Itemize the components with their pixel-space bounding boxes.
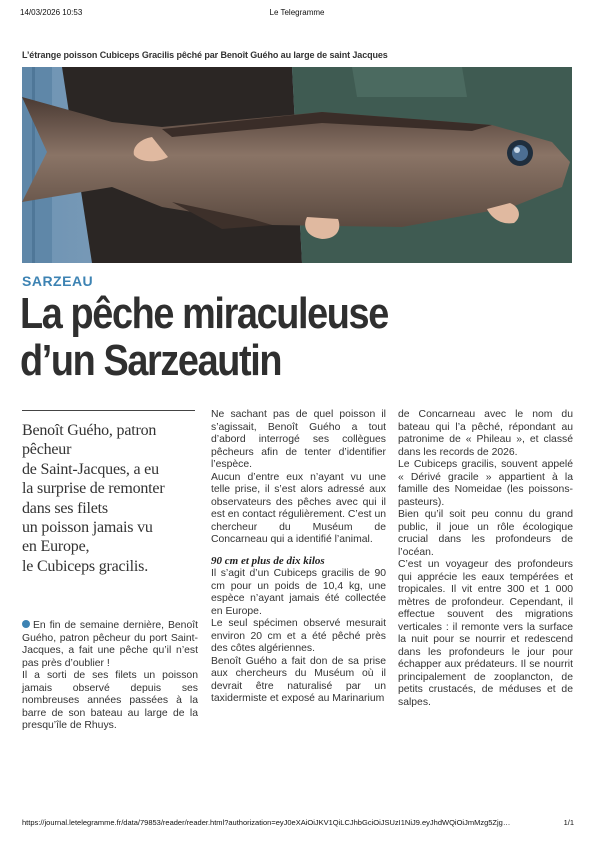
print-date: 14/03/2026 10:53 [20, 8, 83, 17]
article-headline [20, 290, 495, 384]
print-site-title: Le Telegramme [269, 8, 325, 17]
paragraph: Benoît Guého a fait don de sa prise aux chercheurs du Muséum où il devrait être naturalisé par un taxidermiste et exposé au Marinarium [211, 655, 386, 704]
article-column-3 [398, 409, 573, 709]
chapo-line: de Saint-Jacques, a eu [22, 460, 159, 478]
headline-line-1: La pêche miraculeuse [20, 289, 388, 338]
page-url: https://journal.letelegramme.fr/data/79853/reader/reader.html?authorization=eyJ0eXAiOiJKV1QiLCJhbGciOiJSUzI1NiJ9.eyJhdWQiOiJmMzg5Zjg… [22, 818, 511, 827]
headline-line-2: d’un Sarzeautin [20, 336, 282, 385]
bullet-icon [22, 620, 30, 628]
paragraph-text: En fin de semaine dernière, Benoît Guého, patron pêcheur du port Saint-Jacques, a fait une pêche qu’il n’est pas près d’oublier ! [22, 620, 198, 669]
article-chapo [22, 421, 198, 576]
paragraph: Il s’agit d’un Cubiceps gracilis de 90 cm pour un poids de 10,4 kg, une espèce n’ayant jamais été collectée en Europe. [211, 568, 386, 617]
article-photo [22, 67, 572, 263]
article-column-1 [22, 620, 198, 733]
paragraph: Ne sachant pas de quel poisson il s’agissait, Benoît Guého a tout d’abord interrogé ses collègues pêcheurs afin de tenter d’identifier l’espèce. [211, 409, 386, 470]
photo-caption: L’étrange poisson Cubiceps Gracilis pêché par Benoît Guého au large de saint Jacques [22, 50, 388, 60]
paragraph: Bien qu’il soit peu connu du grand public, il joue un rôle écologique crucial dans les profondeurs de l’océan. [398, 509, 573, 558]
chapo-line: dans ses filets [22, 499, 108, 517]
paragraph: Le Cubiceps gracilis, souvent appelé « Dérivé gracile » appartient à la famille des Nomeidae (les poissons-pasteurs). [398, 459, 573, 508]
paragraph: Il a sorti de ses filets un poisson jamais observé depuis ses nombreuses années passées à la barre de son bateau au large de la presqu’île de Rhuys. [22, 670, 198, 731]
chapo-line: la surprise de remonter [22, 480, 165, 498]
chapo-line: pêcheur [22, 441, 72, 459]
chapo-line: un poisson jamais vu [22, 519, 153, 537]
paragraph: C’est un voyageur des profondeurs qui apprécie les eaux tempérées et tropicales. Il vit entre 300 et 1 000 mètres de profondeur. Cependant, il effectue souvent des migrations verticales : il remonte vers la surface la nuit pour se nourrir et redescend dans les profondeurs le jour pour échapper aux prédateurs. Il se nourrit principalement de zooplancton, de petits crustacés, de méduses et de salpes. [398, 559, 573, 708]
chapo-rule [22, 410, 195, 411]
chapo-line: le Cubiceps gracilis. [22, 557, 148, 575]
chapo-line: Benoît Guého, patron [22, 422, 157, 439]
paragraph: de Concarneau avec le nom du bateau qui l’a pêché, répondant au patronime de « Phileau », et classé dans les records de 2026. [398, 409, 573, 458]
section-rubric: SARZEAU [22, 273, 94, 289]
page-number: 1/1 [563, 818, 574, 827]
article-subhead: 90 cm et plus de dix kilos [211, 554, 325, 567]
paragraph: Le seul spécimen observé mesurait environ 20 cm et a été pêché près des côtes algériennes. [211, 618, 386, 654]
chapo-line: en Europe, [22, 538, 90, 556]
paragraph: Aucun d’entre eux n’ayant vu une telle prise, il s’est alors adressé aux observateurs des pêches avec qui il est en contact régulièrement. C’est un chercheur du Muséum de Concarneau qui a identifié l’animal. [211, 471, 387, 545]
print-header [20, 8, 574, 20]
article-column-2 [211, 409, 386, 706]
paragraph [22, 620, 198, 670]
